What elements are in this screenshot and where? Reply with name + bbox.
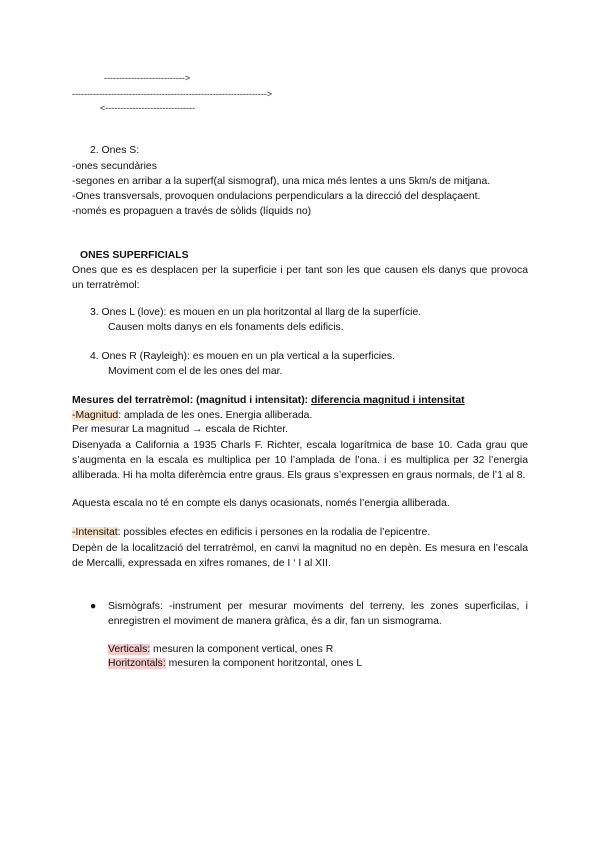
- arrow-line-3: <------------------------------: [100, 103, 196, 113]
- mesures-heading: [72, 394, 465, 408]
- magnitud-paragraph: Disenyada a California a 1935 Charls F. Richter, escala logarítmica de base 10. Cada grau que s’augmenta en la escala es multiplica per 10 l’amplada de l’ona. i es multiplica per 32 l’energia alliberada. Hi ha molta diferèmcia entre graus. Els graus s’expressen en graus normals, de l’1 al 8.: [72, 440, 528, 481]
- superficials-heading: ONES SUPERFICIALS: [80, 250, 189, 261]
- arrow-line-1: --------------------------->: [104, 73, 191, 83]
- ones-r-line-2: Moviment com el de les ones del mar.: [108, 366, 283, 377]
- ones-l-line-1: 3. Ones L (love): es mouen en un pla horitzontal al llarg de la superfície.: [90, 307, 422, 318]
- magnitud-label: -Magnitud: [72, 410, 119, 421]
- superficials-intro: Ones que es es desplacen per la superficie i per tant son les que causen els danys que provoca un terratrèmol:: [72, 265, 528, 291]
- horitzontals-line: [108, 657, 362, 671]
- intensitat-text: : possibles efectes en edificis i persones en la rodalia de l’epicentre.: [117, 527, 431, 538]
- verticals-line: [108, 643, 333, 657]
- mesures-heading-bold: Mesures del terratrèmol: (magnitud i intensitat):: [72, 395, 309, 406]
- sismografs-text: Sismògrafs: -instrument per mesurar moviments del terreny, les zones superficilas, i enregistren el moviment de manera gràfica, és a dir, fan un sismograma.: [108, 601, 528, 627]
- ones-s-line-1: -ones secundàries: [72, 161, 157, 172]
- intensitat-label: -Intensitat: [72, 527, 118, 538]
- ones-s-line-3: -Ones transversals, provoquen ondulacions perpendiculars a la direcció del desplaçaent.: [72, 191, 481, 202]
- intensitat-line: [72, 526, 430, 540]
- horitzontals-text: mesuren la component horitzontal, ones L: [165, 658, 363, 669]
- ones-s-line-4: -només es propaguen a través de sòlids (líquids no): [72, 206, 312, 217]
- magnitud-last-line: Aquesta escala no té en compte els danys ocasionats, només l’energia alliberada.: [72, 498, 450, 509]
- magnitud-line-2: Per mesurar La magnitud → escala de Richter.: [72, 424, 288, 435]
- mesures-heading-underline: diferencia magnitud i intensitat: [311, 395, 465, 406]
- ones-l-line-2: Causen molts danys en els fonaments dels edificis.: [108, 322, 344, 333]
- magnitud-line: [72, 409, 312, 423]
- ones-s-line-2: -segones en arribar a la superf(al sismograf), una mica més lentes a uns 5km/s de mitjana.: [72, 176, 491, 187]
- arrow-line-2: ----------------------------------------------------------------->: [72, 89, 273, 99]
- bullet-dot: ●: [90, 601, 97, 612]
- intensitat-paragraph: Depèn de la localització del terratrèmol, en canvi la magnitud no en depèn. Es mesura en l’escala de Mercalli, expressada en xifres romanes, de I ‘ I al XII.: [72, 543, 528, 569]
- verticals-text: mesuren la component vertical, ones R: [150, 644, 334, 655]
- verticals-label: Verticals:: [108, 644, 151, 655]
- ones-r-line-1: 4. Ones R (Rayleigh): es mouen en un pla vertical a la superficies.: [90, 351, 395, 362]
- ones-s-heading: 2. Ones S:: [90, 145, 140, 156]
- horitzontals-label: Horitzontals:: [108, 658, 166, 669]
- magnitud-text: : amplada de les ones. Energia alliberada.: [118, 410, 313, 421]
